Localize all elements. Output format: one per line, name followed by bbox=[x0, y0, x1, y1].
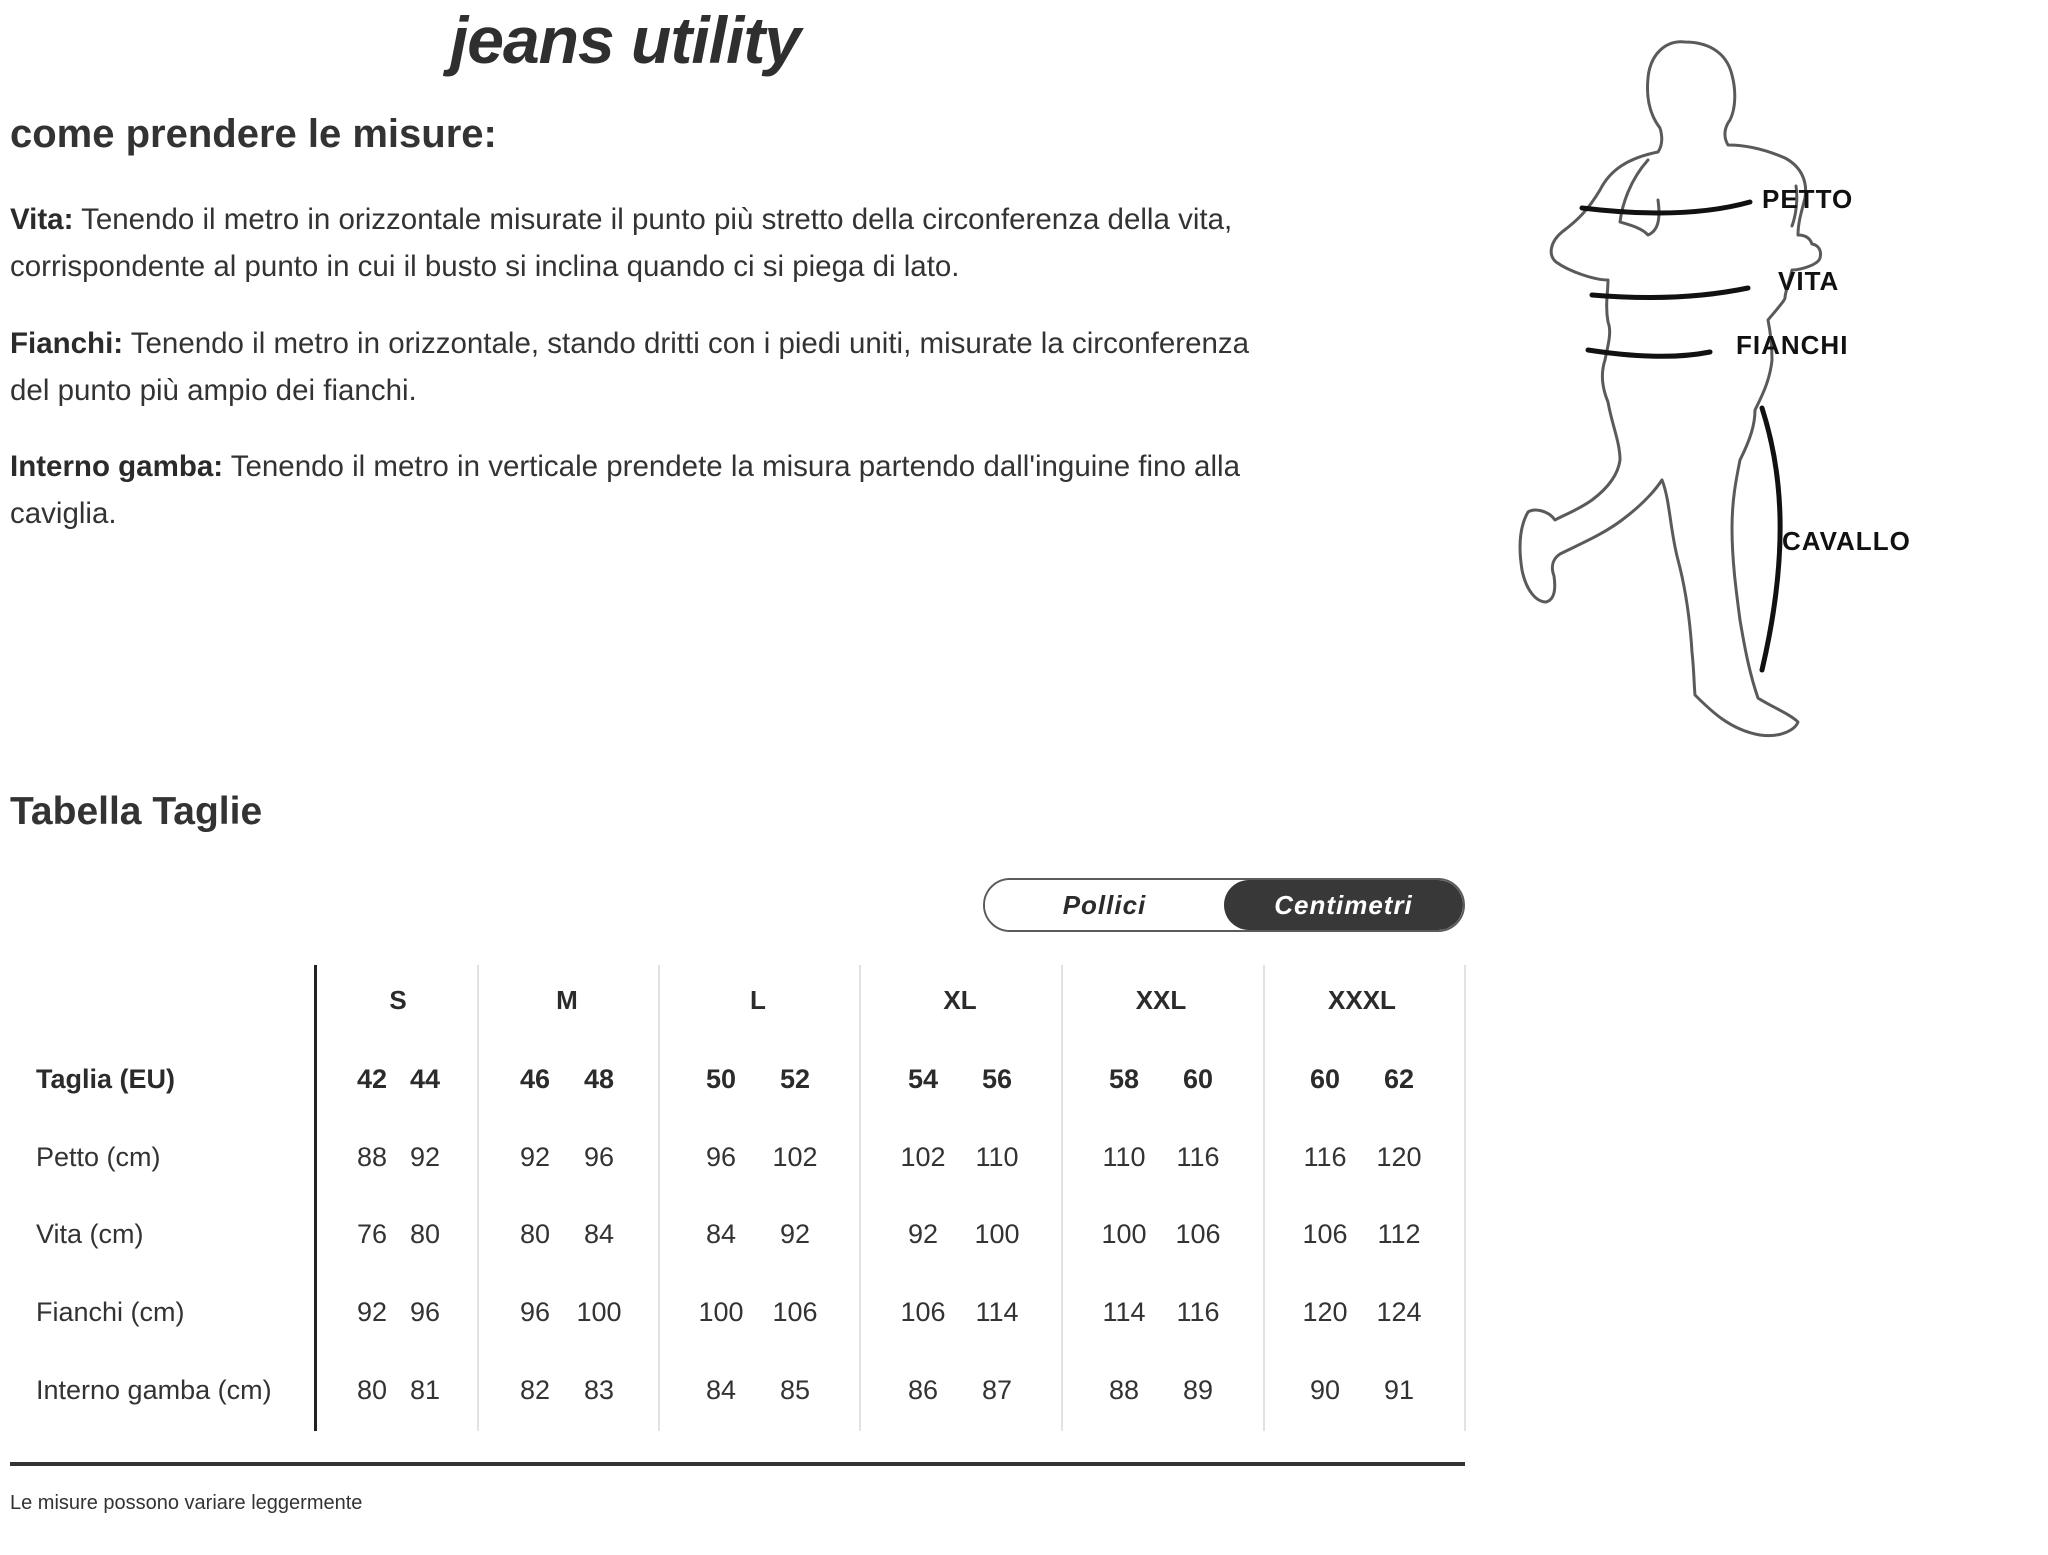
table-cell: 56 bbox=[981, 1064, 1013, 1094]
table-cell: 80 bbox=[409, 1219, 441, 1249]
table-cell: 60 bbox=[1182, 1064, 1214, 1094]
column-divider bbox=[1263, 965, 1265, 1431]
column-divider bbox=[477, 965, 479, 1431]
table-cell: 83 bbox=[583, 1375, 615, 1405]
row-label: Petto (cm) bbox=[36, 1142, 161, 1172]
table-cell: 80 bbox=[356, 1375, 388, 1405]
figure-label-cavallo: CAVALLO bbox=[1782, 526, 1911, 556]
table-cell: 102 bbox=[772, 1142, 818, 1172]
table-cell: 100 bbox=[1101, 1219, 1147, 1249]
table-cell: 92 bbox=[779, 1219, 811, 1249]
table-cell: 81 bbox=[409, 1375, 441, 1405]
table-cell: 110 bbox=[975, 1142, 1019, 1172]
size-header: XL bbox=[943, 985, 977, 1015]
table-cell: 86 bbox=[907, 1375, 939, 1405]
table-cell: 92 bbox=[409, 1142, 441, 1172]
table-cell: 106 bbox=[900, 1297, 946, 1327]
table-cell: 60 bbox=[1309, 1064, 1341, 1094]
table-cell: 88 bbox=[1108, 1375, 1140, 1405]
measurement-figure bbox=[1500, 30, 1980, 750]
table-cell: 116 bbox=[1176, 1297, 1220, 1327]
column-divider bbox=[859, 965, 861, 1431]
table-cell: 42 bbox=[356, 1064, 388, 1094]
column-divider bbox=[658, 965, 660, 1431]
table-cell: 106 bbox=[1302, 1219, 1348, 1249]
row-label: Interno gamba (cm) bbox=[36, 1375, 272, 1405]
table-cell: 89 bbox=[1182, 1375, 1214, 1405]
size-table-title: Tabella Taglie bbox=[10, 790, 263, 833]
table-cell: 90 bbox=[1309, 1375, 1341, 1405]
column-divider bbox=[1061, 965, 1063, 1431]
row-label: Fianchi (cm) bbox=[36, 1297, 185, 1327]
table-cell: 124 bbox=[1376, 1297, 1422, 1327]
table-cell: 58 bbox=[1108, 1064, 1140, 1094]
table-cell: 96 bbox=[519, 1297, 551, 1327]
table-cell: 50 bbox=[705, 1064, 737, 1094]
row-label: Taglia (EU) bbox=[36, 1064, 176, 1094]
table-cell: 100 bbox=[576, 1297, 622, 1327]
table-cell: 82 bbox=[519, 1375, 551, 1405]
table-cell: 96 bbox=[705, 1142, 737, 1172]
table-cell: 106 bbox=[772, 1297, 818, 1327]
table-cell: 76 bbox=[356, 1219, 388, 1249]
unit-toggle-centimetri[interactable]: Centimetri bbox=[1224, 880, 1463, 930]
table-cell: 116 bbox=[1176, 1142, 1220, 1172]
instruction-text: Tenendo il metro in orizzontale misurate il punto più stretto della circonferenza della vita, corrispondente al punto in cui il busto si inclina quando ci si piega di lato. bbox=[10, 203, 1233, 283]
instruction-label: Vita: bbox=[10, 203, 74, 236]
measure-instructions-heading: come prendere le misure: bbox=[10, 112, 497, 156]
table-cell: 106 bbox=[1175, 1219, 1221, 1249]
table-cell: 110 bbox=[1102, 1142, 1146, 1172]
table-cell: 114 bbox=[1102, 1297, 1146, 1327]
unit-toggle-pollici[interactable]: Pollici bbox=[985, 880, 1224, 930]
running-man-silhouette-icon bbox=[1500, 30, 1980, 750]
unit-toggle[interactable] bbox=[983, 878, 1465, 932]
table-cell: 87 bbox=[981, 1375, 1013, 1405]
instruction-label: Interno gamba: bbox=[10, 450, 224, 483]
figure-label-petto: PETTO bbox=[1762, 184, 1854, 214]
figure-label-vita: VITA bbox=[1778, 266, 1840, 296]
table-cell: 84 bbox=[705, 1219, 737, 1249]
size-header: M bbox=[556, 985, 578, 1015]
table-cell: 120 bbox=[1376, 1142, 1422, 1172]
instruction-fianchi bbox=[10, 320, 1250, 414]
table-cell: 102 bbox=[900, 1142, 946, 1172]
instruction-interno-gamba bbox=[10, 443, 1250, 537]
table-cell: 62 bbox=[1383, 1064, 1415, 1094]
table-bottom-rule bbox=[10, 1462, 1465, 1466]
table-cell: 96 bbox=[409, 1297, 441, 1327]
table-cell: 100 bbox=[698, 1297, 744, 1327]
instruction-text: Tenendo il metro in orizzontale, stando dritti con i piedi uniti, misurate la circonferenza del punto più ampio dei fianchi. bbox=[10, 327, 1250, 407]
table-cell: 92 bbox=[907, 1219, 939, 1249]
size-header: XXL bbox=[1135, 985, 1187, 1015]
footnote: Le misure possono variare leggermente bbox=[10, 1492, 363, 1514]
table-cell: 100 bbox=[974, 1219, 1020, 1249]
figure-label-fianchi: FIANCHI bbox=[1736, 330, 1849, 360]
table-cell: 44 bbox=[409, 1064, 441, 1094]
table-cell: 114 bbox=[975, 1297, 1019, 1327]
table-cell: 91 bbox=[1383, 1375, 1415, 1405]
table-cell: 116 bbox=[1303, 1142, 1347, 1172]
size-table bbox=[0, 965, 1465, 1433]
column-divider bbox=[1464, 965, 1466, 1431]
table-cell: 84 bbox=[705, 1375, 737, 1405]
instruction-label: Fianchi: bbox=[10, 327, 124, 360]
size-header: S bbox=[389, 985, 407, 1015]
table-cell: 88 bbox=[356, 1142, 388, 1172]
table-cell: 92 bbox=[356, 1297, 388, 1327]
size-header: L bbox=[750, 985, 766, 1015]
table-cell: 54 bbox=[907, 1064, 939, 1094]
instruction-vita bbox=[10, 196, 1250, 290]
table-cell: 92 bbox=[519, 1142, 551, 1172]
table-cell: 80 bbox=[519, 1219, 551, 1249]
row-label: Vita (cm) bbox=[36, 1219, 144, 1249]
instruction-text: Tenendo il metro in verticale prendete la misura partendo dall'inguine fino alla caviglia. bbox=[10, 450, 1240, 530]
table-cell: 112 bbox=[1377, 1219, 1421, 1249]
table-header-divider bbox=[314, 965, 317, 1431]
table-cell: 52 bbox=[779, 1064, 811, 1094]
table-cell: 120 bbox=[1302, 1297, 1348, 1327]
product-title: jeans utility bbox=[449, 3, 801, 77]
table-cell: 46 bbox=[519, 1064, 551, 1094]
table-cell: 48 bbox=[583, 1064, 615, 1094]
table-cell: 84 bbox=[583, 1219, 615, 1249]
table-cell: 85 bbox=[779, 1375, 811, 1405]
size-header: XXXL bbox=[1328, 985, 1396, 1015]
table-cell: 96 bbox=[583, 1142, 615, 1172]
